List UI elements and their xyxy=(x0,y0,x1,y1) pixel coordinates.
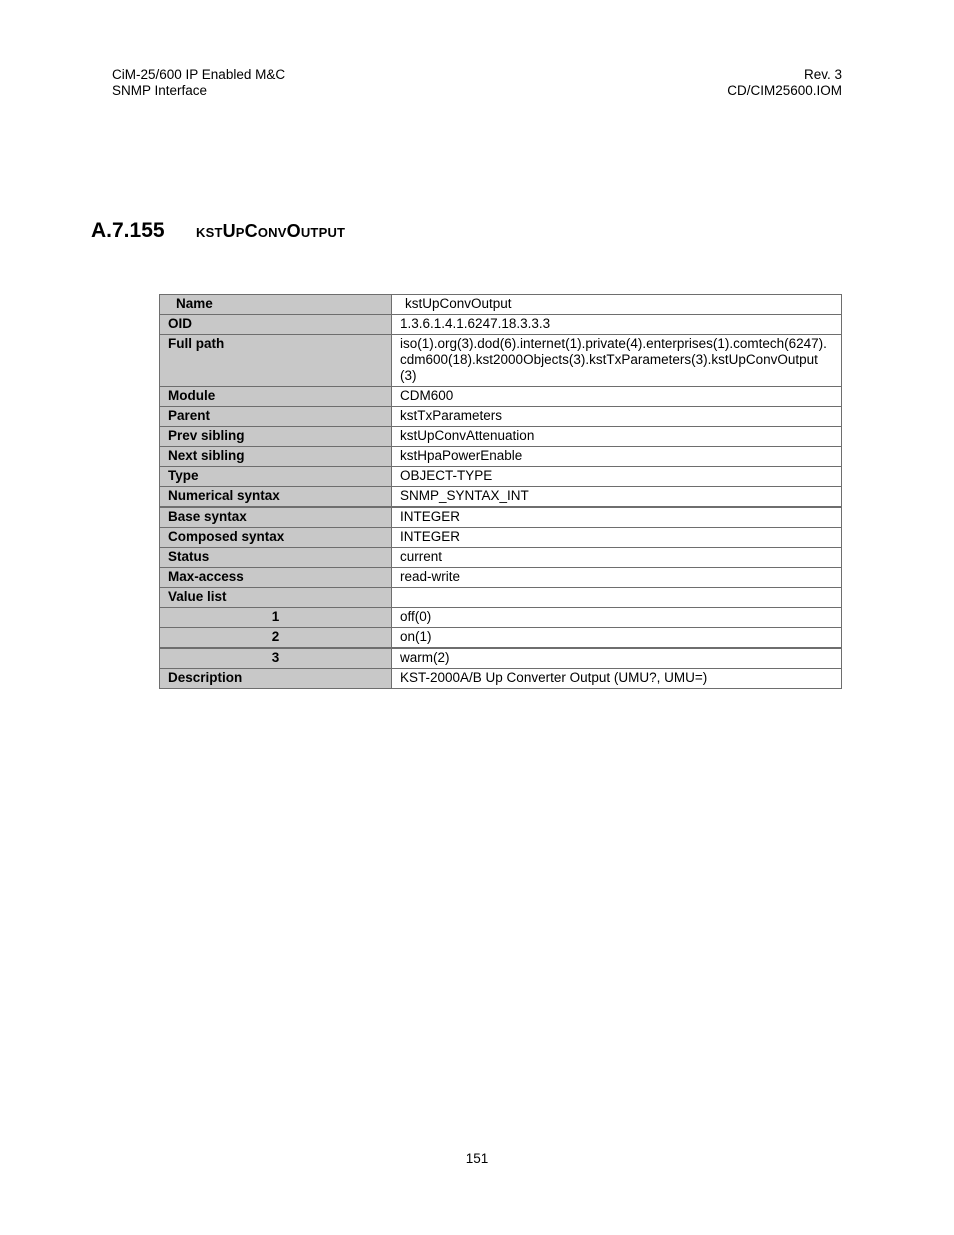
table-row xyxy=(160,648,842,669)
row-key: Status xyxy=(160,548,392,568)
table-row xyxy=(160,487,842,508)
row-value: OBJECT-TYPE xyxy=(392,467,842,487)
value-list-key: 2 xyxy=(160,628,392,649)
value-list-value: warm(2) xyxy=(392,648,842,669)
table-row xyxy=(160,427,842,447)
table-row xyxy=(160,588,842,608)
value-list-key: 3 xyxy=(160,648,392,669)
table-row xyxy=(160,335,842,387)
row-value: INTEGER xyxy=(392,528,842,548)
doc-subtitle: SNMP Interface xyxy=(112,83,208,98)
value-list-value: on(1) xyxy=(392,628,842,649)
row-key: Prev sibling xyxy=(160,427,392,447)
row-value: kstTxParameters xyxy=(392,407,842,427)
row-key: Base syntax xyxy=(160,507,392,528)
table-row xyxy=(160,295,842,315)
value-list-value: off(0) xyxy=(392,608,842,628)
row-key: Description xyxy=(160,669,392,689)
row-value: kstHpaPowerEnable xyxy=(392,447,842,467)
row-value: 1.3.6.1.4.1.6247.18.3.3.3 xyxy=(392,315,842,335)
row-key: Full path xyxy=(160,335,392,387)
page-number: 151 xyxy=(465,1151,489,1166)
header-right xyxy=(727,67,842,99)
section-number: A.7.155 xyxy=(91,219,165,242)
table-row xyxy=(160,608,842,628)
row-value: CDM600 xyxy=(392,387,842,407)
table-row xyxy=(160,528,842,548)
table-row xyxy=(160,669,842,689)
table-row xyxy=(160,407,842,427)
section-heading xyxy=(91,219,345,243)
table-row xyxy=(160,447,842,467)
row-value: INTEGER xyxy=(392,507,842,528)
table-row xyxy=(160,507,842,528)
row-value: current xyxy=(392,548,842,568)
row-key: Type xyxy=(160,467,392,487)
doc-title: CiM-25/600 IP Enabled M&C xyxy=(112,67,286,82)
row-key: Composed syntax xyxy=(160,528,392,548)
row-value: SNMP_SYNTAX_INT xyxy=(392,487,842,508)
row-key: Value list xyxy=(160,588,392,608)
table-row xyxy=(160,467,842,487)
table-row xyxy=(160,315,842,335)
section-title: kstUpConvOutput xyxy=(196,221,346,241)
value-list-key: 1 xyxy=(160,608,392,628)
row-key: Numerical syntax xyxy=(160,487,392,508)
header-left xyxy=(112,67,285,99)
table-row xyxy=(160,548,842,568)
row-value: KST-2000A/B Up Converter Output (UMU?, UMU=) xyxy=(392,669,842,689)
table-row xyxy=(160,387,842,407)
row-value: kstUpConvAttenuation xyxy=(392,427,842,447)
row-key: Max-access xyxy=(160,568,392,588)
doc-code: CD/CIM25600.IOM xyxy=(727,83,842,98)
row-key: Name xyxy=(160,295,392,315)
row-key: Module xyxy=(160,387,392,407)
row-key: OID xyxy=(160,315,392,335)
row-value: kstUpConvOutput xyxy=(392,295,842,315)
row-value xyxy=(392,588,842,608)
row-value: iso(1).org(3).dod(6).internet(1).private(4).enterprises(1).comtech(6247).cdm600(18).kst2000Objects(3).kstTxParameters(3).kstUpConvOutput(3) xyxy=(392,335,842,387)
row-value: read-write xyxy=(392,568,842,588)
row-key: Parent xyxy=(160,407,392,427)
table-row xyxy=(160,628,842,649)
table-row xyxy=(160,568,842,588)
doc-revision: Rev. 3 xyxy=(803,67,842,82)
row-key: Next sibling xyxy=(160,447,392,467)
object-definition-table xyxy=(159,294,842,689)
